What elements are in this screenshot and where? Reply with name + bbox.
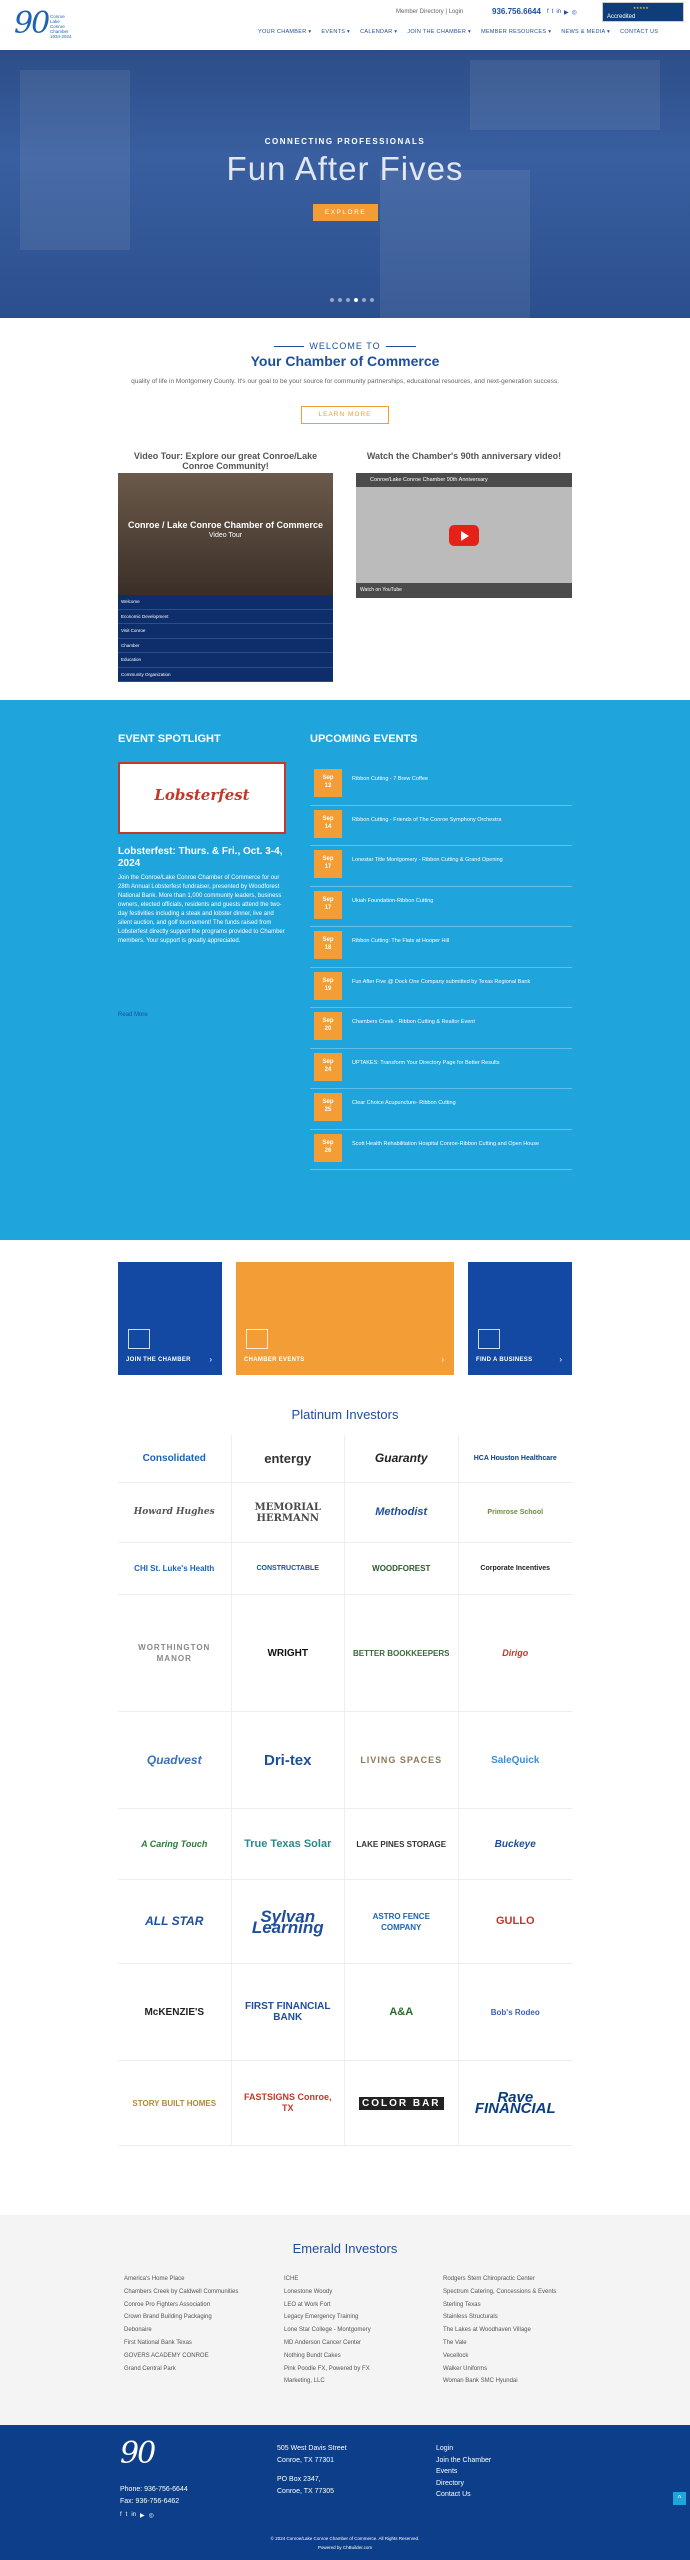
video-chapter[interactable]: Education [118,653,333,668]
event-date-badge: Sep 13 [314,769,342,797]
investor-logo[interactable] [459,1964,573,2060]
investor-logo[interactable] [232,1809,346,1879]
investor-logo-text: Howard Hughes [133,1507,215,1517]
investor-logo[interactable] [459,1712,573,1808]
investor-logo-text: Methodist [375,1506,428,1518]
investor-logo-text: True Texas Solar [244,1837,332,1850]
video-chapter[interactable]: Chamber [118,639,333,654]
investor-logo-text: FASTSIGNS Conroe, TX [243,2092,332,2113]
investor-logo-text: Rave FINANCIAL [474,2089,556,2117]
slider-dots [330,298,374,302]
logo-row [118,1483,572,1543]
event-date-badge: Sep 25 [314,1093,342,1121]
investor-logo-text: Sylvan Learning [251,1906,324,1937]
footer-logo[interactable] [120,2436,154,2471]
investor-logo-text: LAKE PINES STORAGE [356,1839,447,1849]
investor-logo[interactable] [459,1809,573,1879]
investor-logo[interactable] [345,1964,459,2060]
event-item[interactable] [310,1130,572,1171]
emerald-investor[interactable]: Stainless Structurals [443,2314,498,2321]
nav-member-resources[interactable]: MEMBER RESOURCES ▾ [481,29,552,35]
badge-label: Accredited [607,14,636,20]
investor-logo[interactable] [118,1880,232,1963]
emerald-column-3 [443,2273,593,2388]
facebook-icon[interactable]: f [547,9,549,15]
slider-dot[interactable] [338,298,342,302]
investor-logo-text: Dirigo [502,1647,529,1658]
hero-photo-crowd [380,170,530,318]
find-business-label: FIND A BUSINESS [476,1357,533,1363]
investor-logo[interactable] [345,1809,459,1879]
emerald-investor[interactable]: GOVERS ACADEMY CONROE [124,2352,209,2359]
upcoming-events-heading: UPCOMING EVENTS [310,733,418,745]
chamber-events-card[interactable] [236,1262,454,1375]
back-to-top-button[interactable]: ^ [673,2492,686,2505]
event-date-badge: Sep 24 [314,1053,342,1081]
magnifier-icon [478,1329,500,1349]
video-tour-title: Video Tour: Explore our great Conroe/Lake Conroe Community! [133,451,318,471]
spotlight-title[interactable]: Lobsterfest: Thurs. & Fri., Oct. 3-4, 2024 [118,846,283,869]
find-business-card[interactable] [468,1262,572,1375]
investor-logo[interactable] [345,2061,459,2145]
emerald-investor[interactable]: Grand Central Park [124,2365,176,2372]
event-item[interactable] [310,765,572,806]
event-item[interactable] [310,968,572,1009]
investor-logo-text: Quadvest [146,1752,202,1767]
emerald-investor[interactable]: Crown Brand Building Packaging [124,2314,212,2321]
investor-logo[interactable] [345,1712,459,1808]
investor-logo-text: GULLO [496,1915,535,1927]
video-chapter-list [118,595,333,682]
investor-logo[interactable] [118,1435,232,1482]
investor-logo-text: COLOR BAR [359,2097,444,2110]
investor-logo[interactable] [232,1483,346,1542]
footer-links [436,2443,491,2501]
emerald-investor[interactable]: Lonestone Woody [284,2288,333,2295]
event-item[interactable] [310,1049,572,1090]
footer-phone[interactable]: Phone: 936-756-6644 [120,2486,188,2493]
event-date-badge: Sep 14 [314,810,342,838]
investor-logo[interactable] [232,2061,346,2145]
hero-title: Fun After Fives [226,150,464,187]
event-item[interactable] [310,846,572,887]
footer-fax: Fax: 936-756-6462 [120,2498,180,2505]
slider-dot[interactable] [346,298,350,302]
investor-logo-text: Primrose School [487,1509,544,1516]
investor-logo-text: WOODFOREST [372,1564,431,1573]
header-phone[interactable]: 936.756.6644 [492,7,541,16]
member-login-links[interactable]: Member Directory | Login [396,9,464,15]
event-title[interactable]: UPTAKES: Transform Your Directory Page for Better Results [352,1059,500,1066]
welcome-text: quality of life in Montgomery County. It's our goal to be your source for community partnerships, educational resources, and next-generation success. [131,378,559,385]
emerald-investor[interactable]: Vecellock [443,2352,469,2359]
hero-eyebrow: CONNECTING PROFESSIONALS [264,137,426,146]
logo-row [118,1712,572,1809]
emerald-investor[interactable]: Walker Uniforms [443,2365,488,2372]
emerald-investor[interactable]: America's Home Place [124,2276,185,2282]
investor-logo-text: WRIGHT [267,1647,309,1659]
chevron-right-icon: › [441,1355,444,1364]
investor-logo-text: Consolidated [142,1453,206,1464]
event-title[interactable]: Chambers Creek - Ribbon Cutting & Realtor Event [352,1019,475,1025]
investor-logo-text: entergy [264,1451,312,1466]
learn-more-button[interactable]: LEARN MORE [301,406,389,424]
video-chapter[interactable]: Welcome [118,595,333,610]
investor-logo-text: HCA Houston Healthcare [473,1455,557,1462]
emerald-investor[interactable]: LEO at Work Fort [284,2301,331,2308]
site-header [0,0,690,50]
emerald-investor[interactable]: Rodgers Stem Chiropractic Center [443,2276,535,2282]
video-tour-overlay: Conroe / Lake Conroe Chamber of Commerce Video Tour [127,520,324,539]
event-title[interactable]: Lonestar Title Montgomery - Ribbon Cutting & Grand Opening [352,857,503,863]
event-title[interactable]: Ukiah Foundation-Ribbon Cutting [352,897,434,904]
video-chapter[interactable]: Visit Conroe [118,624,333,639]
emerald-investor[interactable]: MD Anderson Cancer Center [284,2339,362,2346]
lobsterfest-logo-text: Lobsterfest [154,786,250,804]
investor-logo-text: MEMORIAL HERMANN [254,1501,321,1524]
hero-photo-screens [470,60,660,130]
footer-link-login[interactable]: Login [436,2445,454,2452]
event-date-badge: Sep 20 [314,1012,342,1040]
investor-logo[interactable] [345,1543,459,1594]
youtube-icon[interactable]: ▶ [564,10,569,16]
explore-button[interactable]: EXPLORE [313,204,378,221]
logo-row [118,1964,572,2061]
anniversary-video-player[interactable] [356,473,572,598]
investor-logo[interactable] [118,1712,232,1808]
footer-link-events[interactable]: Events [436,2468,458,2475]
social-links [547,9,577,16]
slider-dot[interactable] [370,298,374,302]
emerald-investor[interactable]: Marketing, LLC [284,2378,325,2385]
investor-logo-text: SaleQuick [491,1754,540,1766]
emerald-column-2 [284,2273,434,2388]
investor-logo[interactable] [345,1595,459,1711]
video-title-bar: Conroe/Lake Conroe Chamber 90th Anniversary [356,473,572,487]
chamber-logo[interactable] [14,6,74,42]
chamber-events-label: CHAMBER EVENTS [244,1357,305,1363]
event-item[interactable] [310,887,572,928]
investor-logo[interactable] [232,1595,346,1711]
accreditation-badge[interactable] [602,2,684,22]
investor-logo[interactable] [459,2061,573,2145]
investor-logo-text: WORTHINGTON MANOR [138,1643,211,1663]
investor-logo[interactable] [459,1543,573,1594]
video-chapter[interactable]: Community Organization [118,668,333,683]
event-title[interactable]: Ribbon Cutting - Friends of The Conroe Symphony Orchestra [352,816,502,823]
handshake-icon [128,1329,150,1349]
logo-row [118,2061,572,2146]
instagram-icon[interactable]: ◎ [148,2513,154,2519]
emerald-investor[interactable]: Debonaire [124,2327,152,2334]
investor-logo[interactable] [345,1483,459,1542]
youtube-icon[interactable]: ▶ [140,2513,145,2519]
investor-logo-text: Bob's Rodeo [490,2007,540,2017]
main-nav [258,29,658,35]
slider-dot[interactable] [330,298,334,302]
emerald-investor[interactable]: Sterling Texas [443,2301,481,2308]
investor-logo-text: CHI St. Luke's Health [134,1564,215,1573]
twitter-icon[interactable]: t [551,9,554,15]
event-item[interactable] [310,1008,572,1049]
investor-logo-text: A Caring Touch [141,1838,208,1849]
logo-row [118,1595,572,1712]
investor-logo[interactable] [232,1964,346,2060]
logo-row [118,1543,572,1595]
investor-logo[interactable] [459,1880,573,1963]
platinum-logo-grid [118,1435,572,2146]
platinum-title: Platinum Investors [291,1407,399,1422]
lobsterfest-banner[interactable] [118,762,286,834]
logo-row [118,1435,572,1483]
logo-number: 90 [14,6,49,41]
investor-logo-text: ALL STAR [145,1914,204,1928]
event-date-badge: Sep 18 [314,931,342,959]
investor-logo-text: STORY BUILT HOMES [132,2098,217,2108]
investor-logo[interactable] [345,1435,459,1482]
investor-logo[interactable] [118,1543,232,1594]
video-chapter[interactable]: Economic Development [118,610,333,625]
slider-dot-active[interactable] [354,298,358,302]
footer-link-contact[interactable]: Contact Us [436,2491,471,2498]
nav-events[interactable]: EVENTS ▾ [321,29,351,35]
emerald-investor[interactable]: Conroe Pro Fighters Association [124,2301,211,2308]
logo-row [118,1880,572,1964]
event-title[interactable]: Scott Health Rehabilitation Hospital Conroe-Ribbon Cutting and Open House [352,1140,540,1147]
investor-logo[interactable] [459,1595,573,1711]
investor-logo-text: FIRST FINANCIAL BANK [244,2001,331,2023]
event-date-badge: Sep 26 [314,1134,342,1162]
calendar-edit-icon [246,1329,268,1349]
nav-contact[interactable]: CONTACT US [620,29,659,35]
spotlight-heading: EVENT SPOTLIGHT [118,733,221,745]
emerald-investor[interactable]: The Vale [443,2339,467,2346]
join-chamber-label: JOIN THE CHAMBER [126,1357,191,1363]
event-date-badge: Sep 17 [314,850,342,878]
emerald-title: Emerald Investors [292,2241,398,2256]
facebook-icon[interactable]: f [120,2512,122,2518]
investor-logo-text: A&A [389,2005,414,2018]
linkedin-icon[interactable]: in [556,9,562,15]
join-chamber-card[interactable] [118,1262,222,1375]
logo-text: Conroe Lake Conroe Chamber 1934-2024 [50,14,72,39]
chevron-right-icon: › [559,1355,562,1364]
video-tour-player[interactable] [118,473,333,682]
emerald-investor[interactable]: Spectrum Catering, Concessions & Events [443,2288,557,2295]
footer-copyright: © 2024 Conroe/Lake Conroe Chamber of Commerce. All Rights Reserved. Powered by ChBuilder.com [270,2536,420,2550]
welcome-eyebrow: WELCOME TO [0,341,690,351]
investor-logo[interactable] [459,1435,573,1482]
event-item[interactable] [310,1089,572,1130]
investor-logo-text: Dri-tex [263,1751,312,1769]
event-title[interactable]: Fun After Five @ Dock One Company submitted by Texas Regional Bank [352,978,531,985]
emerald-investor[interactable]: Woman Bank SMC Hyundai [443,2378,518,2385]
investor-logo[interactable] [118,1595,232,1711]
investor-logo[interactable] [232,1435,346,1482]
emerald-column-1 [124,2273,274,2375]
slider-dot[interactable] [362,298,366,302]
emerald-investor[interactable]: Nothing Bundt Cakes [284,2352,341,2359]
investor-logo-text: BETTER BOOKKEEPERS [353,1648,450,1658]
emerald-investor[interactable]: First National Bank Texas [124,2339,192,2346]
investor-logo[interactable] [232,1712,346,1808]
event-date-badge: Sep 17 [314,891,342,919]
hero-slider [0,50,690,318]
investor-logo-text: CONSTRUCTABLE [256,1565,319,1572]
investor-logo-text: McKENZIE'S [144,2006,205,2018]
twitter-icon[interactable]: t [125,2512,128,2518]
watch-on-youtube[interactable]: Watch on YouTube [356,583,572,598]
emerald-investor[interactable]: ICHE [284,2276,299,2282]
nav-join[interactable]: JOIN THE CHAMBER ▾ [407,29,472,35]
spotlight-text: Join the Conroe/Lake Conroe Chamber of Commerce for our 28th Annual Lobsterfest fundraiser, presented by Woodforest National Bank. More than 1,000 community leaders, business owners, elected officials, residents and guests attend the two-day festivities including a steak and lobster dinner, live and silent auction, and golf tournament! The funds raised from Lobsterfest directly support the programs provided to Chamber members. Your support is greatly appreciated. [118,875,285,944]
welcome-title: Your Chamber of Commerce [250,353,440,369]
chevron-right-icon: › [209,1355,212,1364]
emerald-investor[interactable]: The Lakes at Woodhaven Village [443,2327,531,2334]
investor-logo-text: ASTRO FENCE COMPANY [372,1911,430,1932]
instagram-icon[interactable]: ◎ [571,10,577,16]
spotlight-read-more[interactable]: Read More [118,1012,148,1018]
footer-socials [120,2512,154,2519]
event-title[interactable]: Clear Choice Acupuncture- Ribbon Cutting [352,1100,456,1106]
investor-logo[interactable] [459,1483,573,1542]
linkedin-icon[interactable]: in [131,2512,137,2518]
investor-logo-text: Guaranty [374,1451,428,1465]
investor-logo[interactable] [118,1809,232,1879]
investor-logo[interactable] [232,1880,346,1963]
nav-calendar[interactable]: CALENDAR ▾ [360,29,398,35]
investor-logo-text: LIVING SPACES [360,1754,443,1765]
investor-logo-text: Corporate Incentives [480,1565,551,1572]
investor-logo[interactable] [118,1483,232,1542]
footer-logo-number: 90 [120,2436,155,2471]
investor-logo[interactable] [232,1543,346,1594]
nav-your-chamber[interactable]: YOUR CHAMBER ▾ [258,29,312,35]
badge-stars-icon: ★★★★★ [633,6,649,10]
investor-logo[interactable] [118,2061,232,2145]
emerald-investor[interactable]: Legacy Emergency Training [284,2314,359,2321]
event-title[interactable]: Ribbon Cutting: The Flats at Hooper Hill [352,938,450,944]
emerald-investor[interactable]: Chambers Creek by Caldwell Communities [124,2288,239,2295]
footer-link-join[interactable]: Join the Chamber [436,2456,492,2464]
anniversary-video-title: Watch the Chamber's 90th anniversary video! [366,451,562,461]
event-date-badge: Sep 19 [314,972,342,1000]
event-title[interactable]: Ribbon Cutting - 7 Brew Coffee [352,776,429,782]
footer-address: 505 West Davis Street Conroe, TX 77301 PO Box 2347, Conroe, TX 77305 [277,2445,347,2495]
event-item[interactable] [310,806,572,847]
investor-logo[interactable] [345,1880,459,1963]
logo-row [118,1809,572,1880]
nav-news-media[interactable]: NEWS & MEDIA ▾ [561,29,611,35]
events-list [310,765,572,1170]
youtube-play-icon[interactable] [449,525,479,546]
emerald-investor[interactable]: Lone Star College - Montgomery [284,2327,371,2334]
event-item[interactable] [310,927,572,968]
investor-logo[interactable] [118,1964,232,2060]
emerald-investor[interactable]: Pink Poodle FX, Powered by FX [284,2365,370,2372]
investor-logo-text: Buckeye [494,1838,536,1850]
footer-link-directory[interactable]: Directory [436,2479,465,2487]
